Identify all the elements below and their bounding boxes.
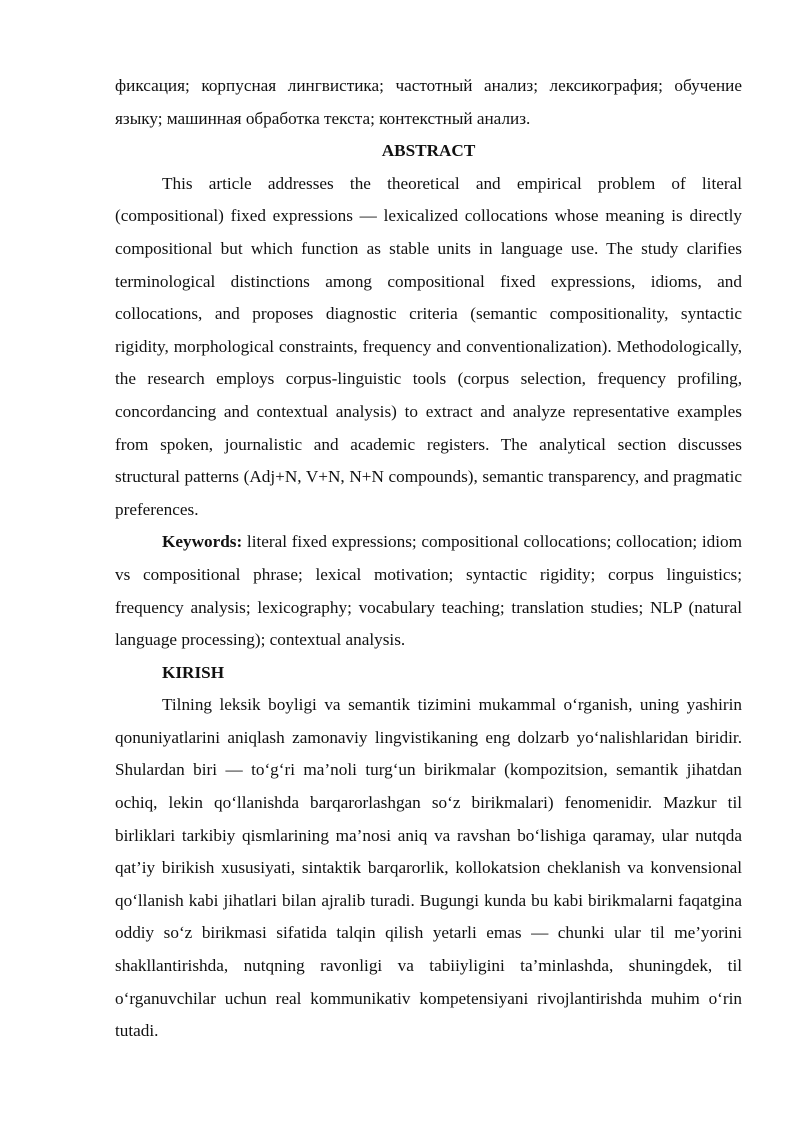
intro-heading: KIRISH (162, 662, 225, 682)
russian-keywords-tail: фиксация; корпусная лингвистика; частотный анализ; лексикография; обучение языку; машинная обработка текста; контекстный анализ. (115, 76, 742, 128)
keywords-paragraph (115, 526, 742, 656)
keywords-text: literal fixed expressions; compositional collocations; collocation; idiom vs compositional phrase; lexical motivation; syntactic rigidity; corpus linguistics; frequency analysis; lexicography; vocabulary teaching; translation studies; NLP (natural language processing); contextual analysis. (115, 532, 743, 650)
keywords-label: Keywords: (162, 532, 243, 552)
intro-paragraph: Tilning leksik boyligi va semantik tizimini mukammal o‘rganish, uning yashirin qonuniyatlarini aniqlash zamonaviy lingvistikaning eng dolzarb yo‘nalishlaridan biridir. Shulardan biri — to‘g‘ri ma’noli turg‘un birikmalar (kompozitsion, semantik jihatdan ochiq, lekin qo‘llanishda barqarorlashgan so‘z birikmalari) fenomenidir. Mazkur til birliklari tarkibiy qismlarining ma’nosi aniq va ravshan bo‘lishiga qaramay, ular nutqda qat’iy birikish xususiyati, sintaktik barqarorlik, kollokatsion cheklanish va konvensional qo‘llanish kabi jihatlari bilan ajralib turadi. Bugungi kunda bu kabi birikmalarni faqatgina oddiy so‘z birikmasi sifatida talqin qilish yetarli emas — chunki ular til me’yorini shakllantirishda, nutqning ravonligi va tabiiyligini ta’minlashda, shuningdek, til o‘rganuvchilar uchun real kommunikativ kompetensiyani rivojlantirishda muhim o‘rin tutadi. (115, 695, 742, 1041)
abstract-paragraph: This article addresses the theoretical and empirical problem of literal (compositional) fixed expressions — lexicalized collocations whose meaning is directly compositional but which function as stable units in language use. The study clarifies terminological distinctions among compositional fixed expressions, idioms, and collocations, and proposes diagnostic criteria (semantic compositionality, syntactic rigidity, morphological constraints, frequency and conventionalization). Methodologically, the research employs corpus-linguistic tools (corpus selection, frequency profiling, concordancing and contextual analysis) to extract and analyze representative examples from spoken, journalistic and academic registers. The analytical section discusses structural patterns (Adj+N, V+N, N+N compounds), semantic transparency, and pragmatic preferences. (115, 173, 742, 519)
abstract-heading: ABSTRACT (381, 141, 476, 161)
